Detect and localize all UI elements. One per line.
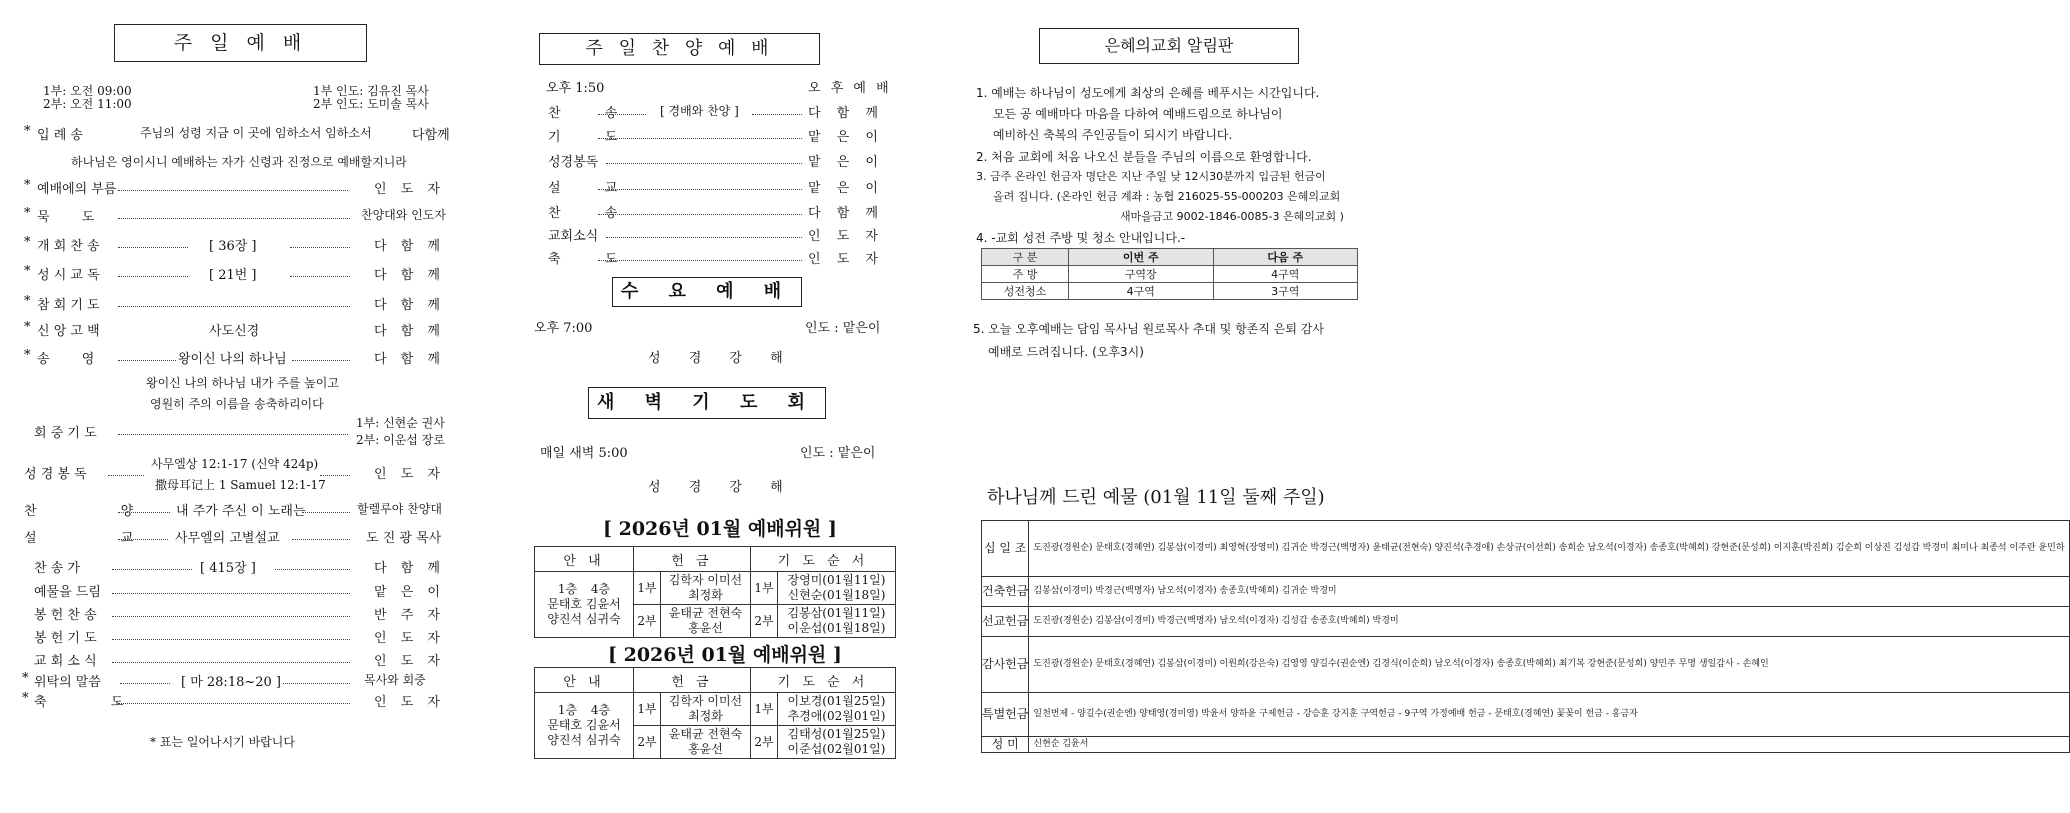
- sunday-worship-column: [0, 0, 470, 813]
- name-line: 김학자 이미선: [668, 694, 743, 708]
- order-item: [0, 650, 470, 670]
- order-label: 신 앙 고 백: [37, 324, 100, 339]
- star-marker: *: [22, 671, 29, 686]
- order-responsible: 맡 은 이: [808, 155, 884, 170]
- service-leader-2: 2부 인도: 도미솔 목사: [313, 97, 429, 111]
- leader-dots: [290, 276, 350, 277]
- usher-names: 문태호 김윤서: [547, 597, 621, 611]
- order-item: [0, 691, 470, 711]
- order-responsible: 다 함 께: [374, 324, 445, 339]
- leader-dots: [320, 475, 350, 476]
- leader-dots: [302, 512, 350, 513]
- notice-line: 1. 예배는 하나님이 성도에게 최상의 은혜를 베푸시는 시간입니다.: [976, 86, 1320, 100]
- order-item: [500, 248, 920, 268]
- notice-line: 예비하신 축복의 주인공들이 되시기 바랍니다.: [993, 128, 1233, 142]
- name-line: 김봉삼(01월11일): [787, 606, 886, 620]
- star-marker: *: [24, 320, 31, 335]
- leader-dots: [118, 703, 350, 704]
- name-line: 최정화: [688, 588, 723, 602]
- order-label: 성경봉독: [548, 155, 599, 170]
- order-responsible: 인 도 자: [374, 654, 445, 669]
- leader-dots: [118, 218, 350, 219]
- order-responsible: 목사와 회중: [364, 673, 426, 687]
- offering-names: 도진광(경원순) 김봉삼(이경미) 박경근(백명자) 남오석(이경자) 김성갑 송종호(박혜희) 박경미: [1029, 607, 2069, 637]
- header-offering: 헌 금: [634, 668, 751, 693]
- order-responsible: 맡 은 이: [808, 130, 884, 145]
- order-item: [0, 627, 470, 647]
- order-item: [0, 581, 470, 601]
- name-line: 추경애(02월01일): [787, 709, 886, 723]
- duty-title: [ 2026년 01월 예배위원 ]: [603, 518, 837, 540]
- offerings-table: [981, 520, 2070, 753]
- order-responsible: 1부: 신현순 권사: [356, 416, 445, 430]
- cell: 3구역: [1213, 283, 1358, 300]
- afternoon-worship-column: [500, 0, 920, 813]
- star-marker: *: [24, 178, 31, 193]
- order-responsible: 다 함 께: [374, 268, 445, 283]
- order-responsible: 맡 은 이: [374, 585, 445, 600]
- order-responsible: 인 도 자: [374, 182, 445, 197]
- name-line: 김학자 이미선: [668, 573, 743, 587]
- order-label: 예배에의 부름: [37, 182, 117, 197]
- table-row: [982, 577, 2070, 607]
- order-responsible: 다 함 께: [374, 561, 445, 576]
- part-label: 1부: [634, 572, 661, 605]
- name-line: 김태성(01월25일): [787, 727, 886, 741]
- leader-dots: [598, 114, 646, 115]
- order-item: [0, 206, 470, 226]
- order-label: 송 영: [37, 352, 109, 367]
- table-row: [982, 693, 2070, 737]
- order-label: 봉 헌 찬 송: [34, 608, 97, 623]
- leader-dots: [118, 247, 188, 248]
- header-next-week: 다음 주: [1213, 249, 1358, 266]
- order-label: 입 례 송: [37, 128, 83, 143]
- leader-dots: [112, 593, 350, 594]
- part-label: 2부: [750, 605, 777, 638]
- leader-dots: [275, 569, 350, 570]
- order-item: [0, 604, 470, 624]
- order-label: 설 교: [548, 181, 638, 196]
- order-label: 봉 헌 기 도: [34, 631, 97, 646]
- verse-line: 왕이신 나의 하나님 내가 주를 높이고: [146, 376, 339, 390]
- leader-dots: [118, 512, 170, 513]
- cell: 4구역: [1213, 266, 1358, 283]
- usher-floors: 1층 4층: [557, 582, 611, 596]
- leader-dots: [118, 434, 348, 435]
- notice-line: 모든 공 예배마다 마음을 다하여 예배드림으로 하나님이: [993, 107, 1283, 121]
- name-line: 윤태균 전현숙: [668, 727, 743, 741]
- leader-dots: [118, 306, 350, 307]
- order-content: 주님의 성령 지금 이 곳에 임하소서 임하소서: [140, 126, 372, 140]
- star-marker: *: [24, 294, 31, 309]
- leader-dots: [606, 237, 802, 238]
- header-prayer: 기 도 순 서: [750, 668, 895, 693]
- offering-names: 도진광(경원순) 문태호(경혜연) 김봉삼(이경미) 최영혁(장영미) 김귀순 박경근(백명자) 윤태균(전현숙) 양진석(추경애) 손상규(이선희) 송희순 남오석(이경자) 송종호(박혜희) 강현준(문성희) 이지훈(박진희) 김순희 이상진 김성갑 박경미 최미나 최종석 이주란 윤민하: [1029, 521, 2069, 577]
- order-label: 묵 도: [37, 210, 109, 225]
- order-label: 위탁의 말씀: [34, 675, 101, 690]
- cell: 4구역: [1069, 283, 1214, 300]
- offering-names: [661, 605, 751, 638]
- leader-dots: [118, 539, 168, 540]
- notice-line: 5. 오늘 오후예배는 담임 목사님 원로목사 추대 및 항존직 은퇴 감사: [973, 322, 1324, 336]
- order-item: [0, 348, 470, 368]
- offering-category: 건축헌금: [982, 577, 1029, 607]
- offering-names: [661, 693, 751, 726]
- part-label: 2부: [634, 605, 661, 638]
- duty-table: [534, 546, 896, 638]
- order-responsible: 할렐루야 찬양대: [357, 502, 442, 516]
- order-label: 축 도: [548, 252, 638, 267]
- order-responsible: 도 진 광 목사: [366, 531, 442, 546]
- usher-floors: 1층 4층: [557, 703, 611, 717]
- order-responsible: 다 함 께: [808, 206, 884, 221]
- name-line: 장영미(01월11일): [787, 573, 886, 587]
- name-line: 이보경(01월25일): [787, 694, 886, 708]
- order-responsible: 다 함 께: [374, 239, 445, 254]
- offering-names: [661, 726, 751, 759]
- table-row: [982, 521, 2070, 577]
- notice-line: 새마을금고 9002-1846-0085-3 은혜의교회 ): [1120, 210, 1344, 223]
- prayer-names: [777, 605, 895, 638]
- header-category: 구 분: [982, 249, 1069, 266]
- wednesday-time: 오후 7:00: [534, 321, 593, 336]
- wednesday-subtitle: 성 경 강 해: [648, 351, 795, 366]
- part-label: 2부: [750, 726, 777, 759]
- usher-cell: [535, 693, 634, 759]
- order-label: 성 경 봉 독: [24, 467, 87, 482]
- order-responsible: 인 도 자: [374, 631, 445, 646]
- order-content: 사무엘상 12:1-17 (신약 424p): [151, 457, 319, 471]
- notice-line: 올려 집니다. (온라인 헌금 계좌 : 농협 216025-55-000203 은혜의교회: [993, 190, 1341, 203]
- order-responsible: 찬양대와 인도자: [361, 208, 446, 222]
- star-marker: *: [24, 264, 31, 279]
- dawn-prayer-title: 새 벽 기 도 회: [588, 387, 826, 419]
- offering-category: 십 일 조: [982, 521, 1029, 577]
- leader-dots: [292, 539, 350, 540]
- order-label: 찬 양: [24, 504, 174, 519]
- prayer-names: [777, 726, 895, 759]
- offering-category: 성 미: [982, 737, 1029, 753]
- order-item: [500, 202, 920, 222]
- leader-dots: [108, 475, 144, 476]
- order-item: [0, 457, 470, 492]
- bulletin-title: 은혜의교회 알림판: [1039, 28, 1299, 64]
- table-row: [982, 737, 2070, 753]
- leader-dots: [112, 569, 192, 570]
- offerings-title: 하나님께 드린 예물 (01월 11일 둘째 주일): [987, 487, 1325, 508]
- name-line: 이준섭(02월01일): [787, 742, 886, 756]
- name-line: 윤태균 전현숙: [668, 606, 743, 620]
- table-row: [982, 607, 2070, 637]
- order-content: 사도신경: [209, 324, 260, 339]
- prayer-names: [777, 693, 895, 726]
- leader-dots: [598, 214, 802, 215]
- order-content: 사무엘의 고별설교: [175, 531, 280, 546]
- dawn-leader: 인도 : 맡은이: [800, 446, 876, 461]
- usher-names: 양진석 심귀숙: [547, 612, 621, 626]
- order-item: [500, 126, 920, 146]
- leader-dots: [118, 276, 188, 277]
- order-item: [0, 294, 470, 314]
- leader-dots: [112, 616, 350, 617]
- star-marker: *: [22, 691, 29, 706]
- afternoon-label: 오 후 예 배: [808, 81, 892, 96]
- order-responsible: 반 주 자: [374, 608, 445, 623]
- name-line: 홍윤선: [688, 621, 723, 635]
- leader-dots: [120, 683, 170, 684]
- order-label: 찬 송 가: [34, 561, 80, 576]
- offering-category: 감사헌금: [982, 637, 1029, 693]
- order-content: [ 21번 ]: [209, 268, 257, 283]
- cell: 구역장: [1069, 266, 1214, 283]
- order-responsible: 다함께: [412, 128, 450, 143]
- leader-dots: [118, 190, 348, 191]
- part-label: 1부: [750, 693, 777, 726]
- part-label: 1부: [750, 572, 777, 605]
- order-label: 찬 송: [548, 206, 638, 221]
- order-responsible: 인 도 자: [808, 229, 884, 244]
- part-label: 2부: [634, 726, 661, 759]
- order-responsible: 다 함 께: [374, 298, 445, 313]
- order-item: [0, 416, 470, 447]
- cell: 성전청소: [982, 283, 1069, 300]
- afternoon-worship-title: 주 일 찬 양 예 배: [539, 33, 820, 65]
- offering-category: 선교헌금: [982, 607, 1029, 637]
- cleaning-schedule-table: [981, 248, 1358, 300]
- leader-dots: [598, 260, 802, 261]
- order-item: [500, 225, 920, 245]
- leader-dots: [283, 683, 350, 684]
- name-line: 홍윤선: [688, 742, 723, 756]
- wednesday-worship-title: 수 요 예 배: [612, 277, 802, 307]
- order-content: [ 경배와 찬양 ]: [660, 104, 739, 118]
- usher-names: 양진석 심귀숙: [547, 733, 621, 747]
- wednesday-leader: 인도 : 맡은이: [805, 321, 881, 336]
- leader-dots: [292, 360, 350, 361]
- dawn-time: 매일 새벽 5:00: [540, 446, 628, 461]
- leader-dots: [598, 189, 802, 190]
- table-row: [982, 283, 1358, 300]
- star-marker: *: [24, 206, 31, 221]
- usher-cell: [535, 572, 634, 638]
- order-item: [0, 527, 470, 547]
- order-item: [500, 177, 920, 197]
- order-responsible: 다 함 께: [374, 352, 445, 367]
- notice-line: 3. 금주 온라인 헌금자 명단은 지난 주일 낮 12시30분까지 입금된 헌금이: [976, 170, 1326, 183]
- afternoon-time: 오후 1:50: [546, 81, 605, 96]
- star-marker: *: [24, 235, 31, 250]
- duty-title-2: [ 2026년 01월 예배위원 ]: [608, 644, 842, 666]
- leader-dots: [290, 247, 350, 248]
- order-item: [500, 151, 920, 171]
- order-content: [ 415장 ]: [200, 561, 256, 576]
- service-leader-1: 1부 인도: 김유진 목사: [313, 84, 429, 98]
- order-label: 찬 송: [548, 106, 638, 121]
- offering-names: 김봉삼(이경미) 박경근(백명자) 남오석(이경자) 송종호(박혜희) 김귀순 박경미: [1029, 577, 2069, 607]
- order-item: [500, 102, 920, 122]
- verse-line: 영원히 주의 이름을 송축하리이다: [150, 397, 324, 411]
- order-content: [ 36장 ]: [209, 239, 257, 254]
- sunday-worship-title: 주 일 예 배: [114, 24, 367, 62]
- order-item: [0, 124, 470, 144]
- star-marker: *: [24, 348, 31, 363]
- leader-dots: [118, 360, 176, 361]
- notice-line: 4. -교회 성전 주방 및 청소 안내입니다.-: [976, 231, 1186, 245]
- leader-dots: [112, 662, 350, 663]
- order-content: [ 마 28:18~20 ]: [181, 675, 281, 690]
- order-item: [0, 320, 470, 340]
- offering-category: 특별헌금: [982, 693, 1029, 737]
- service-time-2: 2부: 오전 11:00: [43, 97, 132, 111]
- order-responsible: 맡 은 이: [808, 181, 884, 196]
- leader-dots: [752, 114, 802, 115]
- bulletin-column: [960, 0, 2065, 813]
- order-label: 교회소식: [548, 229, 599, 244]
- order-label: 개 회 찬 송: [37, 239, 100, 254]
- offering-names: 신현순 김윤서: [1029, 737, 2069, 753]
- order-responsible: 2부: 이운섭 장로: [356, 433, 445, 447]
- verse-line: 하나님은 영이시니 예배하는 자가 신령과 진정으로 예배할지니라: [71, 155, 407, 169]
- usher-names: 문태호 김윤서: [547, 718, 621, 732]
- order-label: 회 중 기 도: [34, 426, 97, 441]
- offering-names: 도진광(경원순) 문태호(경혜연) 김봉삼(이경미) 이원희(강은숙) 김영영 양길수(권순엔) 김경식(이순희) 남오석(이경자) 송종호(박혜희) 최기복 강현준(문성희) 양민주 무명 생일감사 - 손혜인: [1029, 637, 2069, 693]
- header-usher: 안 내: [535, 668, 634, 693]
- order-responsible: 인 도 자: [374, 467, 445, 482]
- leader-dots: [112, 639, 350, 640]
- order-responsible: 인 도 자: [808, 252, 884, 267]
- service-time-1: 1부: 오전 09:00: [43, 84, 132, 98]
- header-offering: 헌 금: [634, 547, 751, 572]
- table-row: [982, 266, 1358, 283]
- notice-line: 2. 처음 교회에 처음 나오신 분들을 주님의 이름으로 환영합니다.: [976, 150, 1312, 164]
- order-item: [0, 557, 470, 577]
- order-content: 내 주가 주신 이 노래는: [176, 504, 306, 519]
- notice-line: 예배로 드려집니다. (오후3시): [988, 345, 1144, 359]
- table-row: [982, 637, 2070, 693]
- order-item: [0, 235, 470, 255]
- order-item: [0, 500, 470, 520]
- cell: 주 방: [982, 266, 1069, 283]
- leader-dots: [598, 138, 802, 139]
- stand-footnote: * 표는 일어나시기 바랍니다: [150, 735, 295, 749]
- duty-table-2: [534, 667, 896, 759]
- order-item: [0, 178, 470, 198]
- order-item: [0, 264, 470, 284]
- order-content: 撒母耳记上 1 Samuel 12:1-17: [155, 478, 326, 492]
- leader-dots: [606, 163, 802, 164]
- name-line: 신현순(01월18일): [787, 588, 886, 602]
- order-label: 참 회 기 도: [37, 298, 100, 313]
- order-responsible: 인 도 자: [374, 695, 445, 710]
- order-label: 설 교: [24, 531, 174, 546]
- offering-names: [661, 572, 751, 605]
- header-this-week: 이번 주: [1069, 249, 1214, 266]
- name-line: 이운섭(01월18일): [787, 621, 886, 635]
- offering-names: 일천번제 - 양길수(권순엔) 양태영(경미영) 박윤서 양하윤 구제헌금 - 강승훈 강지훈 구역헌금 - 9구역 가정예배 헌금 - 문태호(경혜연) 꽃꽂이 헌금 - 홍금자: [1029, 693, 2069, 737]
- part-label: 1부: [634, 693, 661, 726]
- prayer-names: [777, 572, 895, 605]
- header-usher: 안 내: [535, 547, 634, 572]
- order-label: 축 도: [34, 695, 154, 710]
- order-responsible: 다 함 께: [808, 106, 884, 121]
- order-label: 교 회 소 식: [34, 654, 97, 669]
- star-marker: *: [24, 124, 31, 139]
- order-label: 성 시 교 독: [37, 268, 100, 283]
- order-label: 기 도: [548, 130, 638, 145]
- name-line: 최정화: [688, 709, 723, 723]
- dawn-subtitle: 성 경 강 해: [648, 480, 795, 495]
- order-item: [0, 671, 470, 691]
- order-content: 왕이신 나의 하나님: [178, 352, 287, 367]
- order-label: 예물을 드림: [34, 585, 101, 600]
- header-prayer: 기 도 순 서: [750, 547, 895, 572]
